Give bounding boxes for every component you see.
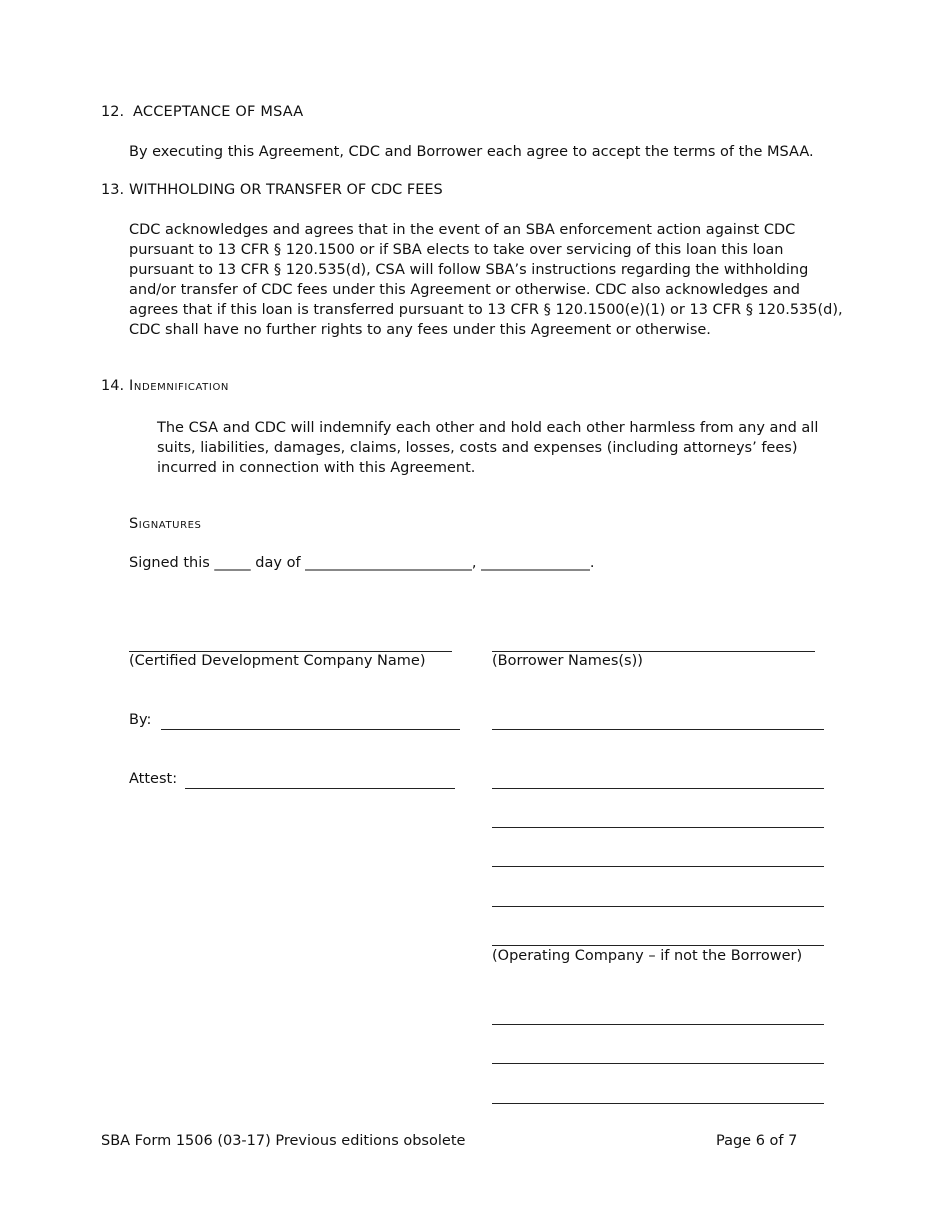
attest-signature-line[interactable] [185, 788, 455, 789]
borrower-signature-line[interactable] [492, 906, 824, 907]
signed-date-line: Signed this _____ day of _______________________, _______________. [129, 555, 595, 571]
signatures-title: Signatures [129, 516, 202, 532]
borrower-signature-line[interactable] [492, 651, 815, 652]
section-13-title: WITHHOLDING OR TRANSFER OF CDC FEES [129, 182, 443, 198]
section-12-number: 12. [101, 104, 125, 120]
section-14-number: 14. [101, 378, 125, 394]
cdc-name-signature-line[interactable] [129, 651, 452, 652]
cdc-name-label: (Certified Development Company Name) [129, 653, 426, 669]
operating-company-label: (Operating Company – if not the Borrower) [492, 948, 803, 964]
borrower-signature-line[interactable] [492, 827, 824, 828]
by-label: By: [129, 712, 152, 728]
section-12-title: ACCEPTANCE OF MSAA [133, 104, 304, 120]
section-14-title: Indemnification [129, 378, 229, 394]
operating-company-signature-line[interactable] [492, 1103, 824, 1104]
borrower-label: (Borrower Names(s)) [492, 653, 643, 669]
attest-label: Attest: [129, 771, 178, 787]
footer-form-id: SBA Form 1506 (03-17) Previous editions obsolete [101, 1133, 466, 1149]
section-13-number: 13. [101, 182, 125, 198]
borrower-signature-line[interactable] [492, 866, 824, 867]
footer-page-number: Page 6 of 7 [716, 1133, 798, 1149]
section-12-text: By executing this Agreement, CDC and Borrower each agree to accept the terms of the MSAA. [129, 144, 814, 160]
borrower-signature-line[interactable] [492, 788, 824, 789]
operating-company-signature-line[interactable] [492, 1063, 824, 1064]
borrower-signature-line[interactable] [492, 729, 824, 730]
operating-company-signature-line[interactable] [492, 1024, 824, 1025]
by-signature-line[interactable] [161, 729, 460, 730]
section-13-text: CDC acknowledges and agrees that in the event of an SBA enforcement action against CDC pursuant to 13 CFR § 120.1500 or if SBA elects to take over servicing of this loan this loan pursuant to 13 CFR § 120.535(d), CSA will follow SBA’s instructions regarding the withholding and/or transfer of CDC fees under this Agreement or otherwise. CDC also acknowledges and agrees that if this loan is transferred pursuant to 13 CFR § 120.1500(e)(1) or 13 CFR § 120.535(d), CDC shall have no further rights to any fees under this Agreement or otherwise. [129, 222, 843, 338]
section-14-text: The CSA and CDC will indemnify each other and hold each other harmless from any and all suits, liabilities, damages, claims, losses, costs and expenses (including attorneys’ fees) incurred in connection with this Agreement. [157, 420, 819, 476]
operating-company-signature-line[interactable] [492, 945, 824, 946]
